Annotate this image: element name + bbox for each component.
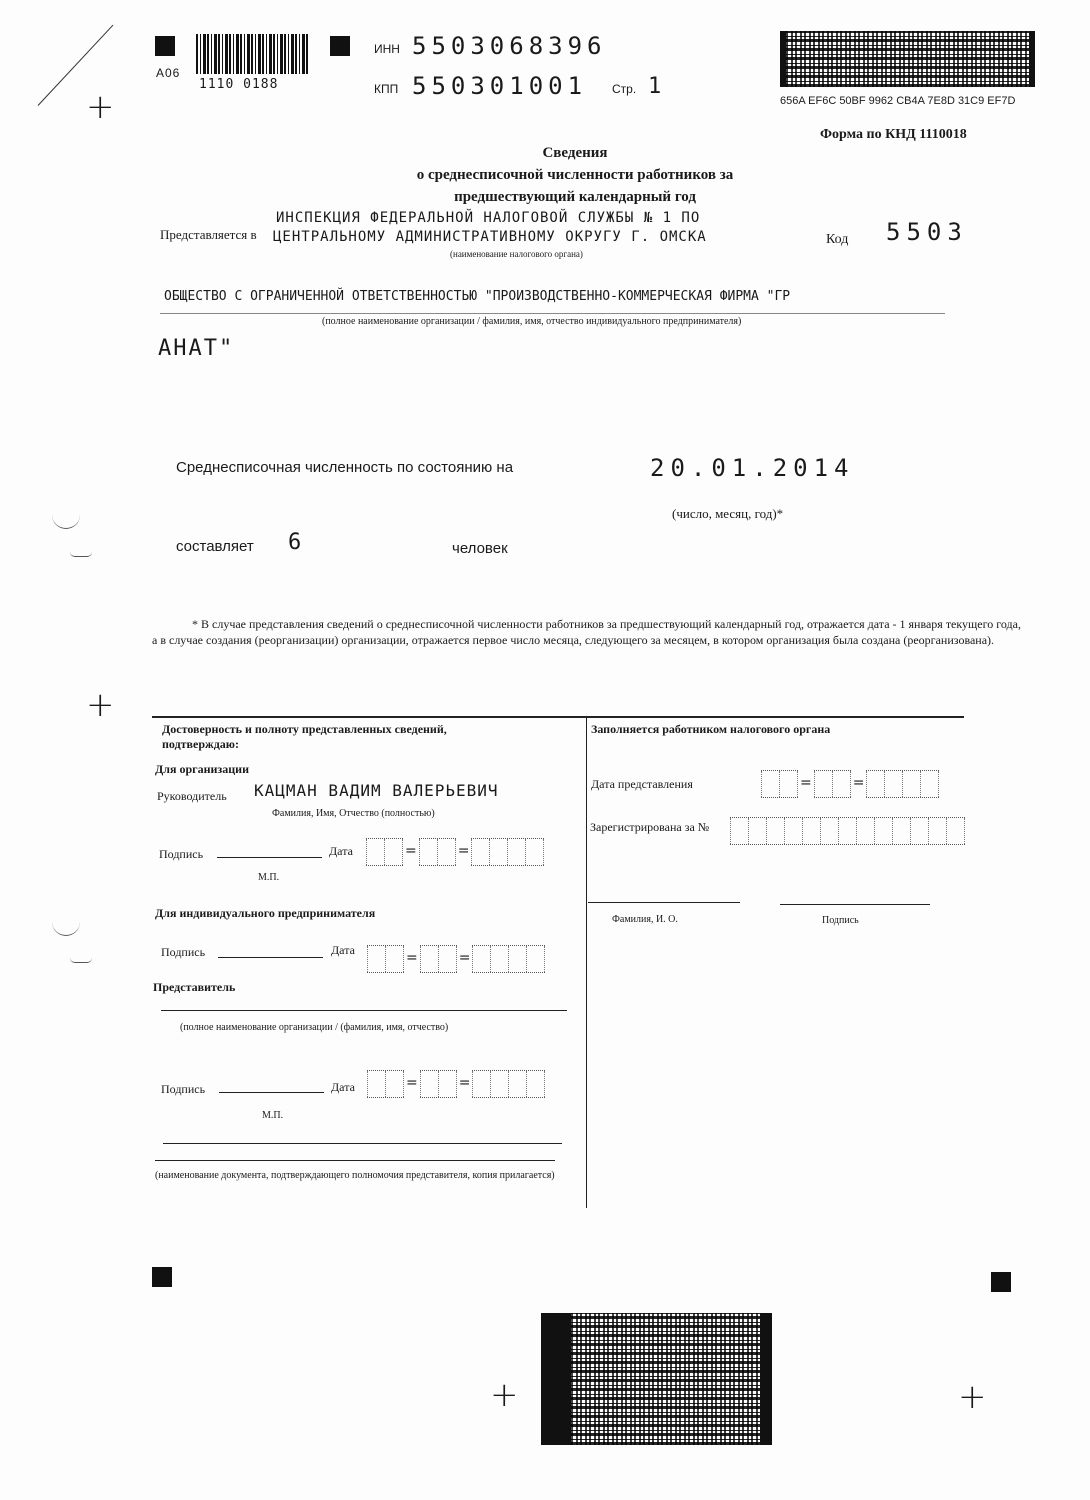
org-name-caption: (полное наименование организации / фамилия, имя, отчество индивидуального предпринимателя)	[322, 316, 742, 327]
org-sign-label: Подпись	[159, 847, 204, 861]
amount-unit: человек	[452, 540, 508, 557]
ip-date-cells[interactable]: = =	[367, 945, 545, 973]
title-line-1: Сведения	[542, 145, 608, 161]
headcount-amount: 6	[288, 530, 302, 555]
kpp-value: 550301001	[412, 72, 588, 100]
form-divider	[586, 716, 587, 1208]
linear-barcode	[196, 34, 308, 74]
corner-marker-icon	[991, 1272, 1011, 1292]
confirm-heading: Достоверность и полноту представленных сведений, подтверждаю:	[162, 722, 447, 751]
registration-cross-icon: +	[958, 1377, 987, 1417]
registration-number-label: Зарегистрирована за №	[590, 820, 710, 834]
submission-date-label: Дата представления	[591, 777, 693, 791]
title-line-3: предшествующий календарный год	[454, 189, 696, 205]
head-name: КАЦМАН ВАДИМ ВАЛЕРЬЕВИЧ	[254, 781, 499, 800]
org-name-underline	[160, 313, 945, 314]
form-code: А06	[156, 66, 181, 80]
officer-sign-line[interactable]	[780, 904, 930, 905]
knd-form-number: Форма по КНД 1110018	[820, 127, 967, 142]
form-top-rule	[152, 716, 964, 718]
kpp-label: КПП	[374, 82, 399, 96]
corner-marker-icon	[330, 36, 350, 56]
ip-sign-line[interactable]	[218, 957, 323, 958]
bottom-2d-barcode	[541, 1313, 772, 1445]
registration-number-cells[interactable]	[730, 817, 965, 845]
date-caption: (число, месяц, год)*	[672, 506, 784, 521]
rep-doc-line-2[interactable]	[155, 1160, 555, 1161]
org-name-line-2: АНАТ"	[158, 336, 235, 361]
corner-marker-icon	[152, 1267, 172, 1287]
org-sign-line[interactable]	[217, 857, 322, 858]
document-hash: 656A EF6C 50BF 9962 CB4A 7E8D 31C9 EF7D	[780, 95, 1016, 107]
representative-heading: Представитель	[153, 980, 236, 994]
punch-hole-mark	[52, 915, 80, 936]
head-name-caption: Фамилия, Имя, Отчество (полностью)	[272, 808, 435, 819]
code-label: Код	[826, 232, 849, 247]
punch-hole-mark	[52, 508, 80, 529]
page-label: Стр.	[612, 82, 637, 96]
headcount-label: Среднесписочная численность по состоянию на	[176, 459, 514, 476]
footnote: * В случае представления сведений о среднесписочной численности работников за предшествующий календарный год, отражается дата - 1 января текущего года, а в случае создания (реорганизации) организации, отражается первое число месяца, следующего за месяцем, в котором организация была создана (реорганизована).	[152, 617, 1021, 647]
registration-cross-icon: +	[490, 1375, 519, 1415]
head-label: Руководитель	[157, 789, 227, 803]
rep-doc-caption: (наименование документа, подтверждающего полномочия представителя, копия прилагается)	[155, 1170, 555, 1181]
barcode-number: 1110 0188	[199, 77, 279, 92]
inn-label: ИНН	[374, 42, 400, 56]
tax-officer-heading: Заполняется работником налогового органа	[591, 722, 831, 736]
page-number: 1	[648, 74, 662, 99]
amount-label: составляет	[176, 538, 254, 555]
authority-caption: (наименование налогового органа)	[450, 249, 583, 259]
punch-hole-mark	[70, 552, 92, 557]
ip-date-label: Дата	[331, 943, 355, 957]
rep-name-line[interactable]	[161, 1010, 567, 1011]
submission-date-cells[interactable]: = =	[761, 770, 939, 798]
rep-doc-line-1[interactable]	[163, 1143, 562, 1144]
org-date-cells[interactable]: = =	[366, 838, 544, 866]
ip-sign-label: Подпись	[161, 945, 206, 959]
headcount-date: 20.01.2014	[650, 454, 855, 482]
document-title	[0, 142, 1090, 208]
officer-name-label: Фамилия, И. О.	[612, 914, 678, 925]
corner-marker-icon	[155, 36, 175, 56]
org-date-label: Дата	[329, 844, 353, 858]
inn-value: 5503068396	[412, 32, 607, 60]
rep-date-cells[interactable]: = =	[367, 1070, 545, 1098]
authority-code: 5503	[886, 218, 968, 246]
authority-line-2: ЦЕНТРАЛЬНОМУ АДМИНИСТРАТИВНОМУ ОКРУГУ Г. ОМСКА	[273, 229, 707, 245]
registration-cross-icon: +	[86, 87, 115, 127]
officer-sign-label: Подпись	[822, 915, 859, 926]
punch-hole-mark	[70, 958, 92, 963]
registration-cross-icon: +	[86, 685, 115, 725]
org-mp: М.П.	[258, 872, 280, 883]
org-name-line-1: ОБЩЕСТВО С ОГРАНИЧЕННОЙ ОТВЕТСТВЕННОСТЬЮ "ПРОИЗВОДСТВЕННО-КОММЕРЧЕСКАЯ ФИРМА "ГР	[164, 289, 791, 304]
rep-sign-label: Подпись	[161, 1082, 206, 1096]
for-ip-heading: Для индивидуального предпринимателя	[155, 906, 376, 920]
rep-date-label: Дата	[331, 1080, 355, 1094]
rep-caption: (полное наименование организации / (фамилия, имя, отчество)	[180, 1022, 449, 1033]
top-2d-barcode	[780, 31, 1035, 87]
title-line-2: о среднесписочной численности работников за	[416, 167, 734, 183]
authority-prefix: Представляется в	[160, 227, 257, 242]
for-organization-heading: Для организации	[155, 762, 249, 776]
rep-sign-line[interactable]	[219, 1092, 324, 1093]
authority-line-1: ИНСПЕКЦИЯ ФЕДЕРАЛЬНОЙ НАЛОГОВОЙ СЛУЖБЫ № 1 ПО	[276, 210, 701, 226]
rep-mp: М.П.	[262, 1110, 284, 1121]
officer-name-line[interactable]	[588, 902, 740, 903]
